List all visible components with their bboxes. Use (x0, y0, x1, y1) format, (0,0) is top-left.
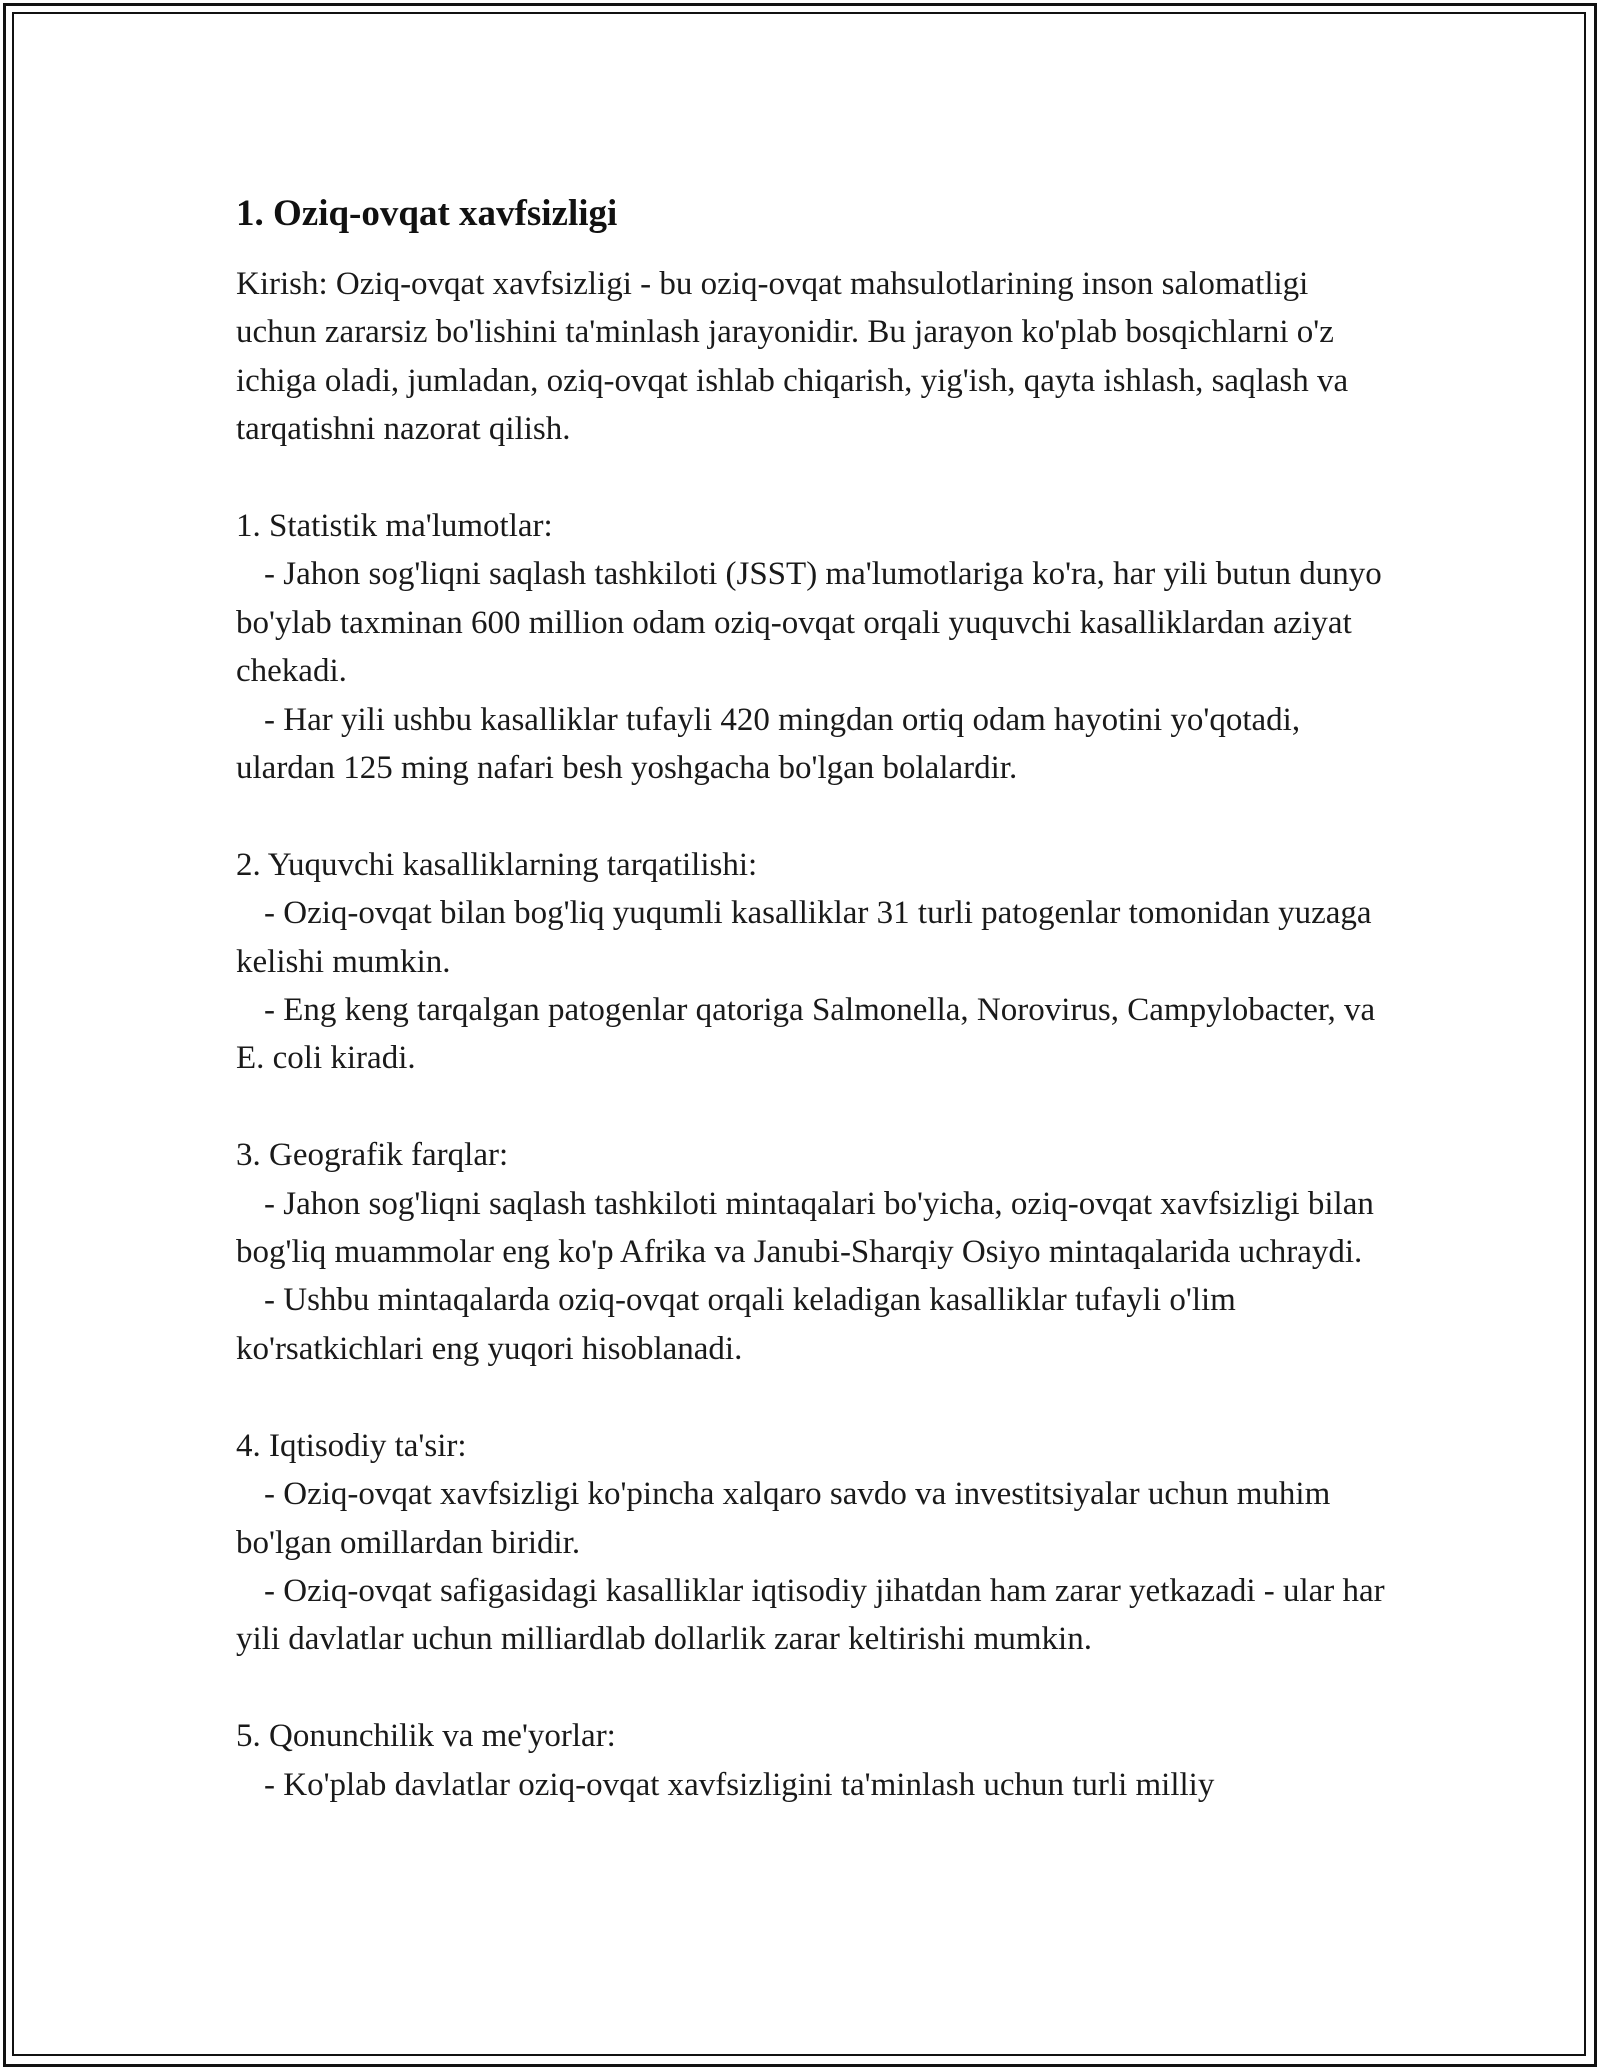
document-body (236, 188, 1396, 1809)
spacer (236, 1664, 1396, 1712)
spacer (236, 792, 1396, 840)
section-economic (236, 1422, 1396, 1664)
section-heading: 1. Statistik ma'lumotlar: (236, 508, 553, 545)
section-statistics (236, 502, 1396, 792)
bullet-item: - Har yili ushbu kasalliklar tufayli 420 mingdan ortiq odam hayotini yo'qotadi, ulardan 125 ming nafari besh yoshgacha bo'lgan bolalardir. (236, 701, 1301, 787)
bullet-item: - Oziq-ovqat bilan bog'liq yuqumli kasalliklar 31 turli patogenlar tomonidan yuzaga kelishi mumkin. (236, 895, 1372, 980)
bullet-item: - Jahon sog'liqni saqlash tashkiloti (JSST) ma'lumotlariga ko'ra, har yili butun dunyo bo'ylab taxminan 600 million odam oziq-ovqat orqali yuquvchi kasalliklardan aziyat chekadi. (236, 556, 1382, 690)
document-title: 1. Oziq-ovqat xavfsizligi (236, 193, 618, 234)
spacer (236, 1373, 1396, 1421)
section-legislation (236, 1712, 1396, 1809)
section-heading: 4. Iqtisodiy ta'sir: (236, 1427, 467, 1464)
section-heading: 2. Yuquvchi kasalliklarning tarqatilishi: (236, 846, 758, 883)
bullet-item: - Ushbu mintaqalarda oziq-ovqat orqali keladigan kasalliklar tufayli o'lim ko'rsatkichlari eng yuqori hisoblanadi. (236, 1282, 1236, 1367)
section-heading: 3. Geografik farqlar: (236, 1137, 509, 1174)
section-disease-spread (236, 841, 1396, 1083)
bullet-item: - Oziq-ovqat xavfsizligi ko'pincha xalqaro savdo va investitsiyalar uchun muhim bo'lgan omillardan biridir. (236, 1476, 1331, 1561)
intro-paragraph: Kirish: Oziq-ovqat xavfsizligi - bu oziq-ovqat mahsulotlarining inson salomatligi uchun zararsiz bo'lishini ta'minlash jarayonidir. Bu jarayon ko'plab bosqichlarni o'z ichiga oladi, jumladan, oziq-ovqat ishlab chiqarish, yig'ish, qayta ishlash, saqlash va tarqatishni nazorat qilish. (236, 266, 1357, 448)
spacer (236, 1083, 1396, 1131)
section-geographic (236, 1131, 1396, 1373)
bullet-item: - Ko'plab davlatlar oziq-ovqat xavfsizligini ta'minlash uchun turli milliy (264, 1766, 1215, 1803)
bullet-item: - Eng keng tarqalgan patogenlar qatoriga Salmonella, Norovirus, Campylobacter, va E. coli kiradi. (236, 992, 1376, 1077)
spacer (236, 454, 1396, 502)
bullet-item: - Oziq-ovqat safigasidagi kasalliklar iqtisodiy jihatdan ham zarar yetkazadi - ular har yili davlatlar uchun milliardlab dollarlik zarar keltirishi mumkin. (236, 1572, 1385, 1658)
bullet-item: - Jahon sog'liqni saqlash tashkiloti mintaqalari bo'yicha, oziq-ovqat xavfsizligi bilan bog'liq muammolar eng ko'p Afrika va Janubi-Sharqiy Osiyo mintaqalarida uchraydi. (236, 1185, 1374, 1271)
section-heading: 5. Qonunchilik va me'yorlar: (236, 1718, 616, 1755)
